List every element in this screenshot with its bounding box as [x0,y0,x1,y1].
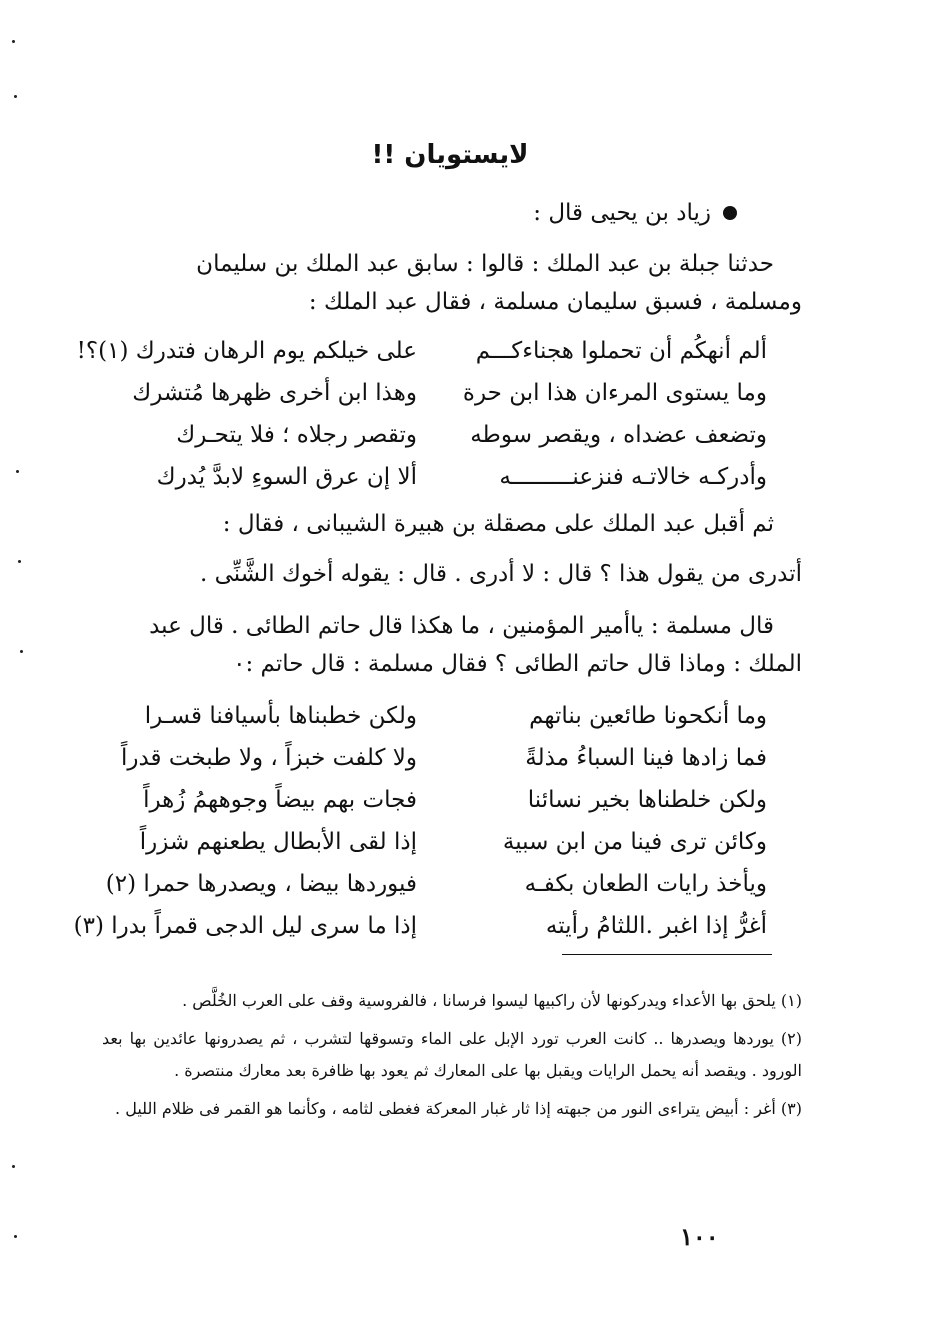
narrator-line [177,200,737,226]
scan-speck [16,470,19,473]
verse-first-hemistich: وما أنكحونا طائعين بناتهم [529,703,767,729]
verse [112,695,767,737]
verse-first-hemistich: فما زادها فينا السباءُ مذلةً [525,745,767,771]
middle-line: قال مسلمة : ياأمير المؤمنين ، ما هكذا قال حاتم الطائى . قال عبد [149,613,774,639]
verse-second-hemistich: إذا لقى الأبطال يطعنهم شزراً [139,829,417,855]
verse [105,863,767,905]
verse-second-hemistich: ولا كلفت خبزاً ، ولا طبخت قدراً [120,745,417,771]
bullet-icon [723,206,737,220]
poem-abd-al-malik [76,330,767,498]
verse [112,414,767,456]
page-number: ١٠٠ [680,1222,719,1251]
verse-second-hemistich: وتقصر رجلاه ؛ فلا يتحـرك [176,422,417,448]
scan-speck [14,95,17,98]
footnote-divider [562,954,772,955]
footnote: (٣) أغر : أبيض يتراءى النور من جبهته إذا ثار غبار المعركة فغطى لثامه ، وكأنما هو القمر فى ظلام الليل . [115,1099,802,1118]
footnote: (٢) يوردها ويصدرها .. كانت العرب تورد الإبل على الماء وتسوقها لتشرب ، ثم يصدرونها عائدين بها بعد الورود . ويقصد أنه يحمل الرايات ويقبل بها على المعارك ثم يعود بها ظافرة بعد معارك منتصرة . [102,1029,802,1080]
verse [76,330,767,372]
verse [112,456,767,498]
verse-first-hemistich: ويأخذ رايات الطعان بكفـه [524,871,767,897]
verse-first-hemistich: وأدركـه خالاتـه فنزعنـــــــــه [499,464,767,490]
verse [73,905,767,947]
scan-speck [20,650,23,653]
middle-line: أتدرى من يقول هذا ؟ قال : لا أدرى . قال : يقوله أخوك الشَّنِّى . [199,561,802,587]
verse [112,737,767,779]
verse-first-hemistich: أغرُّ إذا اغبر .اللثامُ رأيته [545,913,767,939]
scan-speck [12,1165,15,1168]
verse-second-hemistich: ألا إن عرق السوءِ لابدَّ يُدرك [156,464,417,490]
verse-second-hemistich: فيوردها بيضا ، ويصدرها حمرا (٢) [105,871,417,897]
middle-paragraph [112,505,802,683]
middle-line: الملك : وماذا قال حاتم الطائى ؟ فقال مسلمة : قال حاتم :٠ [233,651,802,677]
verse-second-hemistich: وهذا ابن أخرى ظهرها مُتشرك [132,380,417,406]
poem-hatim-al-tai [73,695,767,947]
verse [112,821,767,863]
verse [112,779,767,821]
intro-line: ومسلمة ، فسبق سليمان مسلمة ، فقال عبد الملك : [308,289,802,315]
verse-second-hemistich: إذا ما سرى ليل الدجى قمراً بدرا (٣) [73,913,417,939]
intro-paragraph [112,245,802,321]
narrator-text: زياد بن يحيى قال : [533,200,711,226]
verse-first-hemistich: وكائن ترى فينا من ابن سبية [502,829,767,855]
verse-first-hemistich: وما يستوى المرءان هذا ابن حرة [462,380,767,406]
verse-first-hemistich: ولكن خلطناها بخير نسائنا [527,787,767,813]
intro-line: حدثنا جبلة بن عبد الملك : قالوا : سابق عبد الملك بن سليمان [196,251,774,277]
scan-speck [14,1235,17,1238]
middle-line: ثم أقبل عبد الملك على مصقلة بن هبيرة الشيبانى ، فقال : [222,511,774,537]
page-title: لايستويان !! [371,140,529,170]
footnotes [102,985,802,1131]
footnote: (١) يلحق بها الأعداء ويدركونها لأن راكبيها ليسوا فرسانا ، فالفروسية وقف على العرب الخُلَّص . [182,991,802,1010]
verse-second-hemistich: ولكن خطبناها بأسيافنا قسـرا [144,703,417,729]
scan-speck [18,560,21,563]
verse-first-hemistich: وتضعف عضداه ، ويقصر سوطه [470,422,767,448]
verse-second-hemistich: فجات بهم بيضاً وجوههمُ زُهراً [143,787,417,813]
verse-second-hemistich: على خيلكم يوم الرهان فتدرك (١)؟! [76,338,417,364]
verse [112,372,767,414]
scan-speck [12,40,15,43]
verse-first-hemistich: ألم أنهكُم أن تحملوا هجناءكـــم [475,338,767,364]
